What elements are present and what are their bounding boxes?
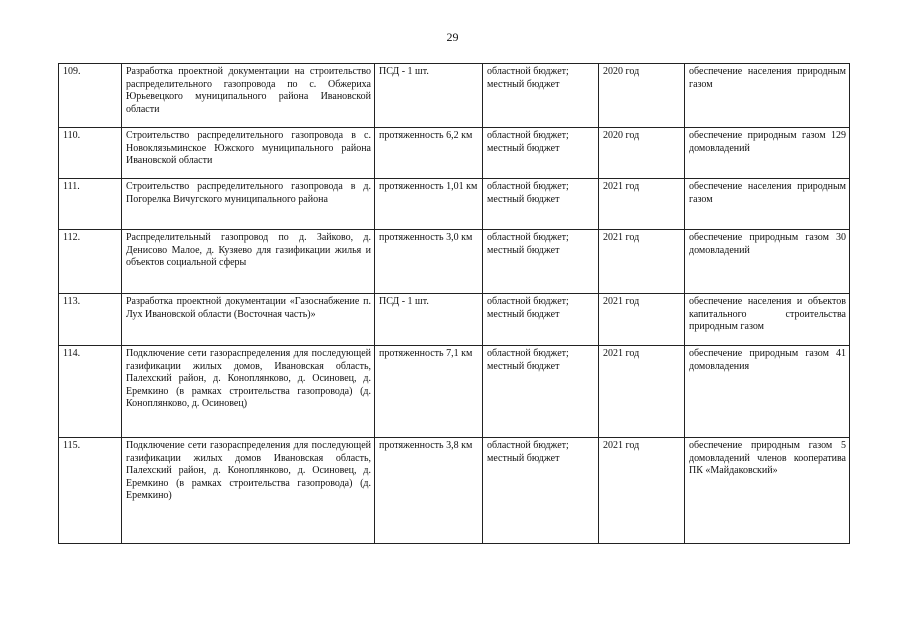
page-number: 29 bbox=[446, 30, 459, 44]
row-number-cell: 113. bbox=[59, 294, 122, 346]
table-row bbox=[59, 346, 850, 438]
event-description-cell: Подключение сети газораспределения для последующей газификации жилых домов, Ивановская область, Палехский район, д. Коноплянково, д. Осиновец, д. Еремкино (в рамках строительства газопровода) (д. Коноплянково, д. Осиновец) bbox=[122, 346, 375, 438]
event-description-cell: Разработка проектной документации «Газоснабжение п. Лух Ивановской области (Восточная часть)» bbox=[122, 294, 375, 346]
event-description-cell: Распределительный газопровод по д. Зайково, д. Денисово Малое, д. Кузяево для газификации жилья и объектов социальной сферы bbox=[122, 230, 375, 294]
expected-result-cell: обеспечение населения природным газом bbox=[685, 179, 850, 230]
deadline-cell: 2021 год bbox=[599, 438, 685, 544]
expected-result-cell: обеспечение населения и объектов капитального строительства природным газом bbox=[685, 294, 850, 346]
funding-source-cell: областной бюджет; местный бюджет bbox=[483, 230, 599, 294]
deadline-cell: 2021 год bbox=[599, 346, 685, 438]
table-row bbox=[59, 438, 850, 544]
funding-source-cell: областной бюджет; местный бюджет bbox=[483, 64, 599, 128]
table-row bbox=[59, 230, 850, 294]
funding-source-cell: областной бюджет; местный бюджет bbox=[483, 438, 599, 544]
expected-result-cell: обеспечение природным газом 5 домовладений членов кооператива ПК «Майдаковский» bbox=[685, 438, 850, 544]
table-row bbox=[59, 64, 850, 128]
volume-cell: протяженность 7,1 км bbox=[375, 346, 483, 438]
deadline-cell: 2020 год bbox=[599, 64, 685, 128]
gasification-plan-table bbox=[58, 63, 850, 544]
deadline-cell: 2021 год bbox=[599, 179, 685, 230]
row-number-cell: 114. bbox=[59, 346, 122, 438]
table-row bbox=[59, 179, 850, 230]
funding-source-cell: областной бюджет; местный бюджет bbox=[483, 128, 599, 179]
volume-cell: ПСД - 1 шт. bbox=[375, 64, 483, 128]
row-number-cell: 111. bbox=[59, 179, 122, 230]
volume-cell: протяженность 1,01 км bbox=[375, 179, 483, 230]
expected-result-cell: обеспечение природным газом 30 домовладений bbox=[685, 230, 850, 294]
row-number-cell: 112. bbox=[59, 230, 122, 294]
deadline-cell: 2021 год bbox=[599, 294, 685, 346]
volume-cell: протяженность 3,8 км bbox=[375, 438, 483, 544]
deadline-cell: 2020 год bbox=[599, 128, 685, 179]
expected-result-cell: обеспечение природным газом 41 домовладения bbox=[685, 346, 850, 438]
volume-cell: протяженность 6,2 км bbox=[375, 128, 483, 179]
expected-result-cell: обеспечение природным газом 129 домовладений bbox=[685, 128, 850, 179]
funding-source-cell: областной бюджет; местный бюджет bbox=[483, 179, 599, 230]
event-description-cell: Строительство распределительного газопровода в д. Погорелка Вичугского муниципального района bbox=[122, 179, 375, 230]
event-description-cell: Разработка проектной документации на строительство распределительного газопровода по с. Обжериха Юрьевецкого муниципального района Ивановской области bbox=[122, 64, 375, 128]
row-number-cell: 115. bbox=[59, 438, 122, 544]
volume-cell: протяженность 3,0 км bbox=[375, 230, 483, 294]
table-row bbox=[59, 128, 850, 179]
event-description-cell: Подключение сети газораспределения для последующей газификации жилых домов Ивановская область, Палехский район, д. Коноплянково, д. Осиновец, д. Еремкино (в рамках строительства газопровода) (д. Еремкино) bbox=[122, 438, 375, 544]
row-number-cell: 109. bbox=[59, 64, 122, 128]
deadline-cell: 2021 год bbox=[599, 230, 685, 294]
row-number-cell: 110. bbox=[59, 128, 122, 179]
table-row bbox=[59, 294, 850, 346]
expected-result-cell: обеспечение населения природным газом bbox=[685, 64, 850, 128]
event-description-cell: Строительство распределительного газопровода в с. Новоклязьминское Южского муниципального района Ивановской области bbox=[122, 128, 375, 179]
volume-cell: ПСД - 1 шт. bbox=[375, 294, 483, 346]
funding-source-cell: областной бюджет; местный бюджет bbox=[483, 294, 599, 346]
funding-source-cell: областной бюджет; местный бюджет bbox=[483, 346, 599, 438]
